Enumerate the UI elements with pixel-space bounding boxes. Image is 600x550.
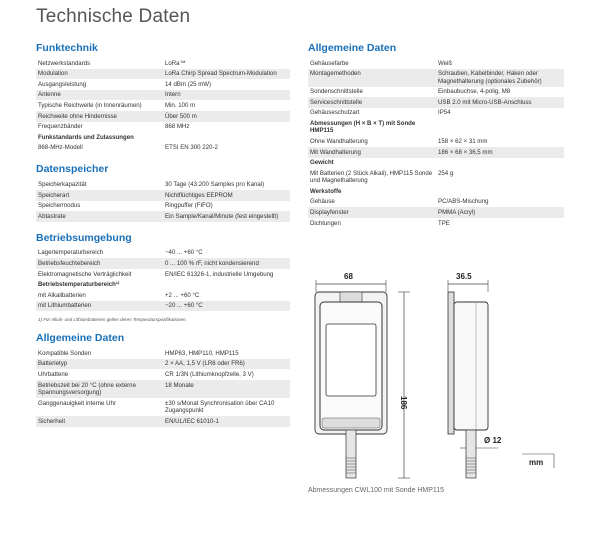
- spec-subheading-row: [308, 186, 564, 197]
- spec-row: [36, 58, 290, 69]
- spec-row: [36, 416, 290, 427]
- spec-key: Speicherkapazität: [38, 180, 87, 188]
- section-heading: Datenspeicher: [36, 163, 109, 176]
- spec-row: [36, 248, 290, 259]
- spec-row: [36, 122, 290, 133]
- spec-value: Einbaubuchse, 4-polig, M8: [438, 88, 511, 96]
- spec-key: Antenne: [36, 90, 163, 101]
- section: [36, 332, 290, 426]
- spec-row: [36, 111, 290, 122]
- spec-value: Ringpuffer (FIFO): [165, 202, 213, 210]
- spec-key: 868-MHz-Modell: [38, 144, 83, 152]
- spec-row: [36, 179, 290, 190]
- unit-label: mm: [529, 458, 544, 467]
- spec-key: Elektromagnetische Verträglichkeit: [38, 270, 132, 278]
- spec-key: mit Alkalibatterien: [38, 291, 86, 299]
- spec-row: [308, 87, 564, 98]
- spec-row: [36, 359, 290, 370]
- spec-row: [308, 218, 564, 229]
- spec-key: Frequenzbänder: [38, 123, 83, 131]
- spec-key: Abtastrate: [36, 211, 163, 222]
- spec-value: 14 dBm (25 mW): [165, 80, 212, 88]
- spec-key: Lagertemperaturbereich: [38, 249, 104, 257]
- section: [36, 232, 290, 323]
- section: [36, 42, 290, 153]
- spec-row: [36, 369, 290, 380]
- spec-key: Speicherart: [36, 190, 163, 201]
- section-heading: Allgemeine Daten: [36, 332, 125, 345]
- spec-value: LoRa Chirp Spread Spectrum-Modulation: [163, 69, 290, 80]
- spec-value: Weiß: [438, 59, 453, 67]
- spec-row: [308, 168, 564, 186]
- bracket-clip: [340, 292, 362, 302]
- spec-key: Ohne Wandhalterung: [310, 137, 368, 145]
- spec-value: Ein Sample/Kanal/Minute (fest eingestellt): [163, 211, 290, 222]
- footnote: 1) Für Alkali- und Lithiumbatterien gelten deren Temperaturspezifikationen.: [38, 317, 187, 323]
- spec-key: Werkstoffe: [310, 187, 342, 195]
- spec-value: TPE: [438, 219, 450, 227]
- spec-row: [36, 380, 290, 398]
- spec-row: [308, 97, 564, 108]
- spec-row: [36, 269, 290, 280]
- spec-value: 0 ... 100 % rF, nicht kondensierend: [163, 258, 290, 269]
- spec-value: PC/ABS-Mischung: [438, 198, 489, 206]
- spec-value: ±30 s/Monat Synchronisation über CA10 Zugangspunkt: [165, 399, 275, 415]
- width-dim-label: 68: [344, 272, 353, 281]
- spec-subheading-row: [308, 118, 564, 136]
- spec-row: [36, 290, 290, 301]
- spec-key: Gehäuseschutzart: [310, 109, 360, 117]
- spec-value: [163, 280, 290, 291]
- spec-value: EN/UL/IEC 61010-1: [163, 416, 290, 427]
- spec-key: Betriebszeit bei 20 °C (ohne externe Spannungsversorgung): [36, 380, 163, 398]
- spec-key: Reichweite ohne Hindernisse: [36, 111, 163, 122]
- spec-value: [163, 132, 290, 143]
- spec-table: [36, 58, 290, 153]
- height-dim-label: 186: [399, 396, 408, 410]
- spec-value: ETSI EN 300 220-2: [165, 144, 218, 152]
- spec-key: Batterietyp: [36, 359, 163, 370]
- spec-table: [308, 58, 564, 229]
- spec-row: [308, 207, 564, 218]
- spec-key: Displayfenster: [308, 207, 436, 218]
- spec-row: [36, 201, 290, 212]
- spec-row: [36, 348, 290, 359]
- spec-row: [36, 79, 290, 90]
- spec-subheading-row: [308, 158, 564, 169]
- spec-value: EN/IEC 61326-1, industrielle Umgebung: [165, 270, 274, 278]
- section-heading: Funktechnik: [36, 42, 98, 54]
- spec-key: Ganggenauigkeit interne Uhr: [38, 399, 116, 407]
- section: [308, 42, 564, 229]
- spec-key: Uhrbatterie: [38, 371, 69, 379]
- spec-key: Mit Batterien (2 Stück Alkali), HMP115 Sonde und Magnethalterung: [310, 169, 433, 185]
- spec-value: 186 × 68 × 36,5 mm: [436, 147, 564, 158]
- spec-key: Abmessungen (H × B × T) mit Sonde HMP115: [310, 119, 416, 135]
- spec-row: [36, 69, 290, 80]
- spec-key: Speichermodus: [38, 202, 81, 210]
- side-probe: [466, 430, 476, 478]
- spec-value: [436, 186, 564, 197]
- spec-row: [308, 58, 564, 69]
- spec-row: [308, 136, 564, 147]
- spec-value: LoRa™: [165, 59, 186, 67]
- spec-key: Montagemethoden: [308, 69, 436, 87]
- housing-base: [322, 418, 380, 428]
- spec-value: 868 MHz: [165, 123, 190, 131]
- spec-value: 30 Tage (43.200 Samples pro Kanal): [165, 180, 265, 188]
- spec-subheading-row: [36, 280, 290, 291]
- dimension-drawing: [300, 268, 570, 483]
- spec-key: Sondenschnittstelle: [310, 88, 363, 96]
- spec-value: Min. 100 m: [165, 101, 196, 109]
- spec-key: Typische Reichweite (in Innenräumen): [38, 101, 142, 109]
- spec-key: Mit Wandhalterung: [308, 147, 436, 158]
- figure-caption: Abmessungen CWL100 mit Sonde HMP115: [308, 487, 445, 494]
- spec-row: [36, 301, 290, 312]
- page-title: Technische Daten: [36, 6, 191, 27]
- spec-key: Kompatible Sonden: [38, 349, 92, 357]
- spec-value: [436, 158, 564, 169]
- spec-row: [36, 143, 290, 154]
- spec-value: 254 g: [438, 169, 454, 177]
- spec-key: Gewicht: [310, 159, 334, 167]
- spec-key: Sicherheit: [36, 416, 163, 427]
- spec-row: [36, 190, 290, 201]
- section-heading: Allgemeine Daten: [308, 42, 397, 54]
- spec-value: Nichtflüchtiges EEPROM: [163, 190, 290, 201]
- spec-value: HMP63, HMP110, HMP115: [165, 349, 239, 357]
- spec-row: [308, 197, 564, 208]
- right-column: [308, 42, 564, 239]
- spec-key: Gehäuse: [310, 198, 335, 206]
- spec-value: 18 Monate: [163, 380, 290, 398]
- left-column: [36, 42, 290, 437]
- spec-key: Dichtungen: [310, 219, 341, 227]
- diameter-label: Ø 12: [484, 436, 502, 445]
- spec-value: IP54: [438, 109, 451, 117]
- section-heading: Betriebsumgebung: [36, 231, 132, 244]
- spec-row: [36, 258, 290, 269]
- spec-table: [36, 248, 290, 312]
- spec-row: [308, 147, 564, 158]
- spec-row: [36, 90, 290, 101]
- spec-key: Serviceschnittstelle: [308, 97, 436, 108]
- spec-row: [36, 100, 290, 111]
- spec-value: Schrauben, Kabelbinder, Haken oder Magnethalterung (optionales Zubehör): [436, 69, 564, 87]
- spec-value: [436, 118, 564, 136]
- spec-row: [308, 108, 564, 119]
- spec-value: 2 × AA, 1,5 V (LR6 oder FR6): [163, 359, 290, 370]
- spec-value: Über 500 m: [163, 111, 290, 122]
- spec-value: −20 ... +60 °C: [163, 301, 290, 312]
- side-bracket: [448, 292, 454, 434]
- side-housing: [454, 302, 488, 430]
- spec-value: Intern: [163, 90, 290, 101]
- spec-value: +2 ... +60 °C: [165, 291, 200, 299]
- spec-row: [36, 211, 290, 222]
- probe: [346, 430, 356, 478]
- spec-row: [36, 398, 290, 416]
- spec-row: [308, 69, 564, 87]
- spec-key: Betriebstemperaturbereich¹⁾: [38, 281, 120, 289]
- spec-key: Modulation: [36, 69, 163, 80]
- spec-value: −40 ... +60 °C: [165, 249, 203, 257]
- spec-key: mit Lithiumbatterien: [36, 301, 163, 312]
- spec-value: USB 2.0 mit Micro-USB-Anschluss: [436, 97, 564, 108]
- spec-key: Betriebsfeuchtebereich: [36, 258, 163, 269]
- spec-value: PMMA (Acryl): [436, 207, 564, 218]
- depth-dim-label: 36.5: [456, 272, 472, 281]
- spec-value: 158 × 62 × 31 mm: [438, 137, 488, 145]
- spec-subheading-row: [36, 132, 290, 143]
- spec-value: CR 1/3N (Lithiumknopfzelle, 3 V): [165, 371, 254, 379]
- spec-key: Netzwerkstandards: [38, 59, 91, 67]
- spec-key: Funkstandards und Zulassungen: [38, 133, 134, 141]
- spec-key: Ausgangsleistung: [38, 80, 87, 88]
- spec-table: [36, 179, 290, 221]
- section: [36, 163, 290, 221]
- display-window: [326, 324, 376, 396]
- spec-key: Gehäusefarbe: [310, 59, 349, 67]
- spec-table: [36, 348, 290, 426]
